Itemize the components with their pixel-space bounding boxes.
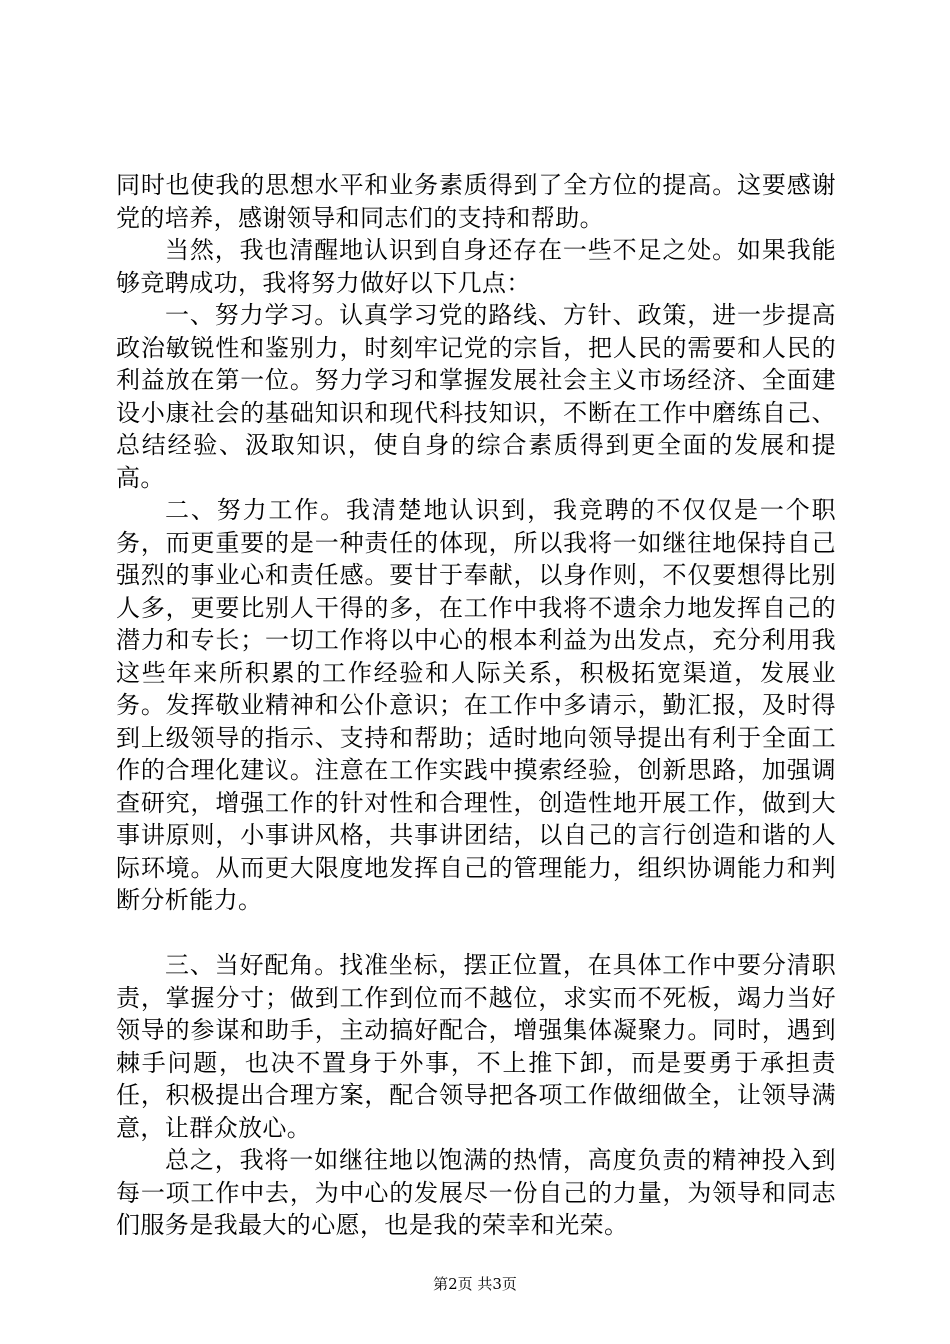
paragraph-conclusion: 总之，我将一如继往地以饱满的热情，高度负责的精神投入到每一项工作中去，为中心的发展尽一份自己的力量，为领导和同志们服务是我最大的心愿，也是我的荣幸和光荣。 bbox=[116, 1146, 836, 1239]
paragraph-shortcomings: 当然，我也清醒地认识到自身还存在一些不足之处。如果我能够竞聘成功，我将努力做好以下几点： bbox=[116, 236, 836, 297]
paragraph-point-supporting-role: 三、当好配角。找准坐标，摆正位置，在具体工作中要分清职责，掌握分寸；做到工作到位而不越位，求实而不死板，竭力当好领导的参谋和助手，主动搞好配合，增强集体凝聚力。同时，遇到棘手问题，也决不置身于外事，不上推下卸，而是要勇于承担责任，积极提出合理方案，配合领导把各项工作做细做全，让领导满意，让群众放心。 bbox=[116, 951, 836, 1142]
paragraph-point-work: 二、努力工作。我清楚地认识到，我竞聘的不仅仅是一个职务，而更重要的是一种责任的体现，所以我将一如继往地保持自己强烈的事业心和责任感。要甘于奉献，以身作则，不仅要想得比别人多，更要比别人干得的多，在工作中我将不遗余力地发挥自己的潜力和专长；一切工作将以中心的根本利益为出发点，充分利用我这些年来所积累的工作经验和人际关系，积极拓宽渠道，发展业务。发挥敬业精神和公仆意识；在工作中多请示，勤汇报，及时得到上级领导的指示、支持和帮助；适时地向领导提出有利于全面工作的合理化建议。注意在工作实践中摸索经验，创新思路，加强调查研究，增强工作的针对性和合理性，创造性地开展工作，做到大事讲原则，小事讲风格，共事讲团结，以自己的言行创造和谐的人际环境。从而更大限度地发挥自己的管理能力，组织协调能力和判断分析能力。 bbox=[116, 496, 836, 914]
paragraph-continuation: 同时也使我的思想水平和业务素质得到了全方位的提高。这要感谢党的培养，感谢领导和同志们的支持和帮助。 bbox=[116, 171, 836, 232]
document-body bbox=[116, 169, 836, 1242]
paragraph-point-study: 一、努力学习。认真学习党的路线、方针、政策，进一步提高政治敏锐性和鉴别力，时刻牢记党的宗旨，把人民的需要和人民的利益放在第一位。努力学习和掌握发展社会主义市场经济、全面建设小康社会的基础知识和现代科技知识，不断在工作中磨练自己、总结经验、汲取知识，使自身的综合素质得到更全面的发展和提高。 bbox=[116, 301, 836, 492]
page-number-footer: 第2页 共3页 bbox=[433, 1275, 517, 1293]
